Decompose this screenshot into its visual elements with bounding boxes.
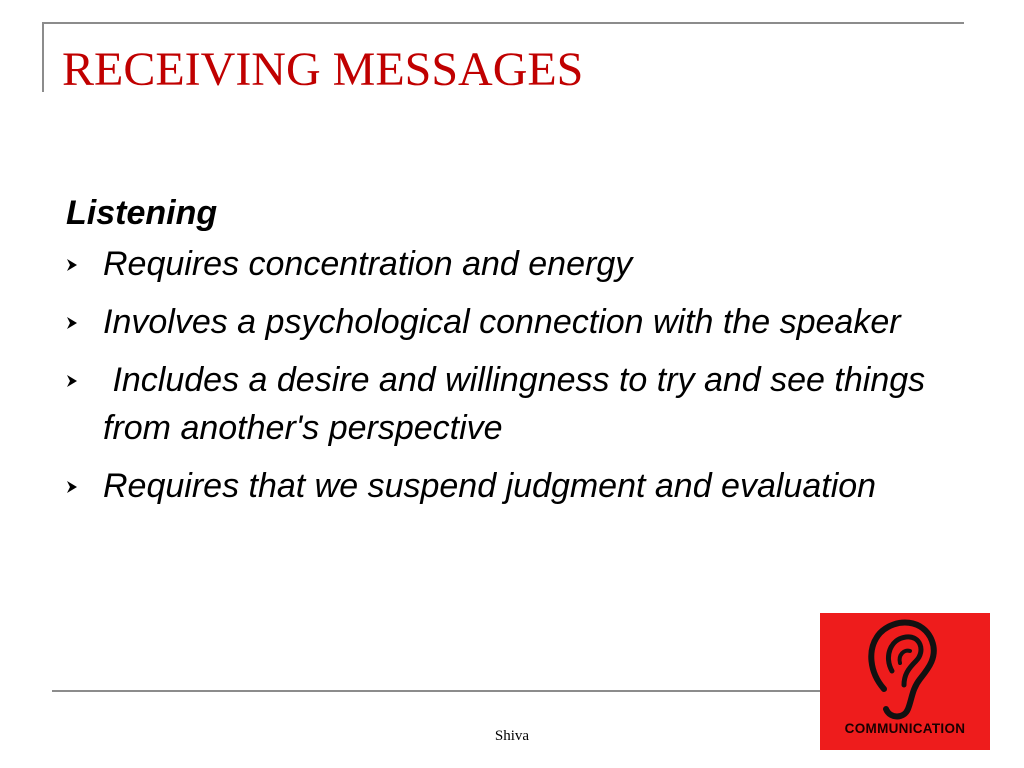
frame-top-rule: [42, 22, 964, 24]
bullet-item: [66, 462, 966, 510]
bullet-item: [66, 298, 966, 346]
arrowhead-bullet-icon: [66, 258, 78, 272]
bullet-text: Involves a psychological connection with the speaker: [103, 303, 901, 341]
bullet-item: [66, 240, 966, 288]
slide-title: RECEIVING MESSAGES: [62, 43, 584, 96]
arrowhead-bullet-icon: [66, 374, 78, 388]
bullet-text: Includes a desire and willingness to try and see things from another's perspective: [103, 361, 926, 447]
bullet-text: Requires concentration and energy: [103, 245, 633, 283]
communication-logo: [820, 613, 990, 750]
arrowhead-bullet-icon: [66, 480, 78, 494]
bullet-item: [66, 356, 966, 452]
section-heading: Listening: [66, 194, 218, 232]
arrowhead-bullet-icon: [66, 316, 78, 330]
bullet-text: Requires that we suspend judgment and evaluation: [103, 467, 877, 505]
logo-caption: COMMUNICATION: [844, 721, 966, 736]
footer-author: Shiva: [494, 728, 530, 744]
footer-rule: [52, 690, 822, 692]
slide-body: [66, 190, 966, 520]
frame-left-rule: [42, 22, 44, 92]
